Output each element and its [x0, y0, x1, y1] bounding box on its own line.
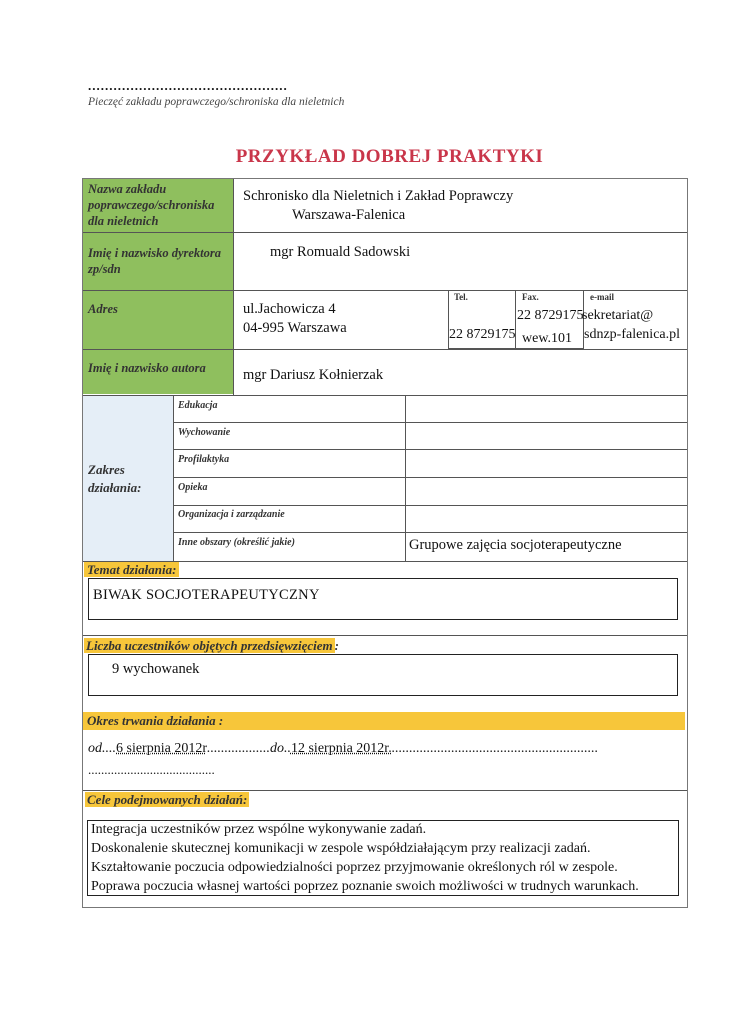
rule: [173, 422, 687, 423]
rule: [83, 232, 687, 233]
goals-item: Kształtowanie poczucia odpowiedzialności poprzez przyjmowanie określonych ról w zespole.: [91, 860, 618, 875]
topic-value: BIWAK SOCJOTERAPEUTYCZNY: [93, 587, 320, 603]
goals-item: Poprawa poczucia własnej wartości poprzez poznanie swoich możliwości w trudnych warunkach.: [91, 879, 639, 894]
rule: [173, 477, 687, 478]
director-label: Imię i nazwisko dyrektora zp/sdn: [88, 246, 221, 276]
facility-name-line2: Warszawa-Falenica: [292, 207, 406, 223]
scope-label-line1: Zakres: [88, 462, 125, 477]
scope-item-other: Inne obszary (określić jakie): [178, 537, 295, 548]
address-street: ul.Jachowicza 4: [243, 301, 336, 317]
scope-item-upbringing: Wychowanie: [178, 427, 231, 438]
scope-item-management: Organizacja i zarządzanie: [178, 509, 285, 520]
email-value-line1: sekretariat@: [582, 308, 654, 323]
address-city: 04-995 Warszawa: [243, 320, 347, 336]
rule: [173, 532, 687, 533]
participants-value: 9 wychowanek: [112, 661, 200, 677]
author-name: mgr Dariusz Kołnierzak: [243, 367, 384, 383]
participants-colon: :: [334, 638, 339, 653]
goals-item: Doskonalenie skutecznej komunikacji w zespole współdziałającym przy realizacji zadań.: [91, 841, 591, 856]
facility-label: Nazwa zakładu poprawczego/schroniska dla nieletnich: [88, 182, 215, 228]
scope-item-prevention: Profilaktyka: [178, 454, 230, 465]
participants-label: Liczba uczestników objętych przedsięwzięciem: [86, 638, 333, 653]
address-label: Adres: [88, 302, 118, 316]
tel-value: 22 8729175: [449, 327, 516, 342]
scope-label-cell: [83, 396, 173, 561]
stamp-caption: Pieczęć zakładu poprawczego/schroniska dla nieletnich: [88, 96, 345, 108]
address-label-cell: [83, 291, 233, 349]
rule: [173, 396, 174, 561]
scope-other-value: Grupowe zajęcia socjoterapeutyczne: [409, 537, 622, 553]
page-title: PRZYKŁAD DOBREJ PRAKTYKI: [235, 146, 544, 167]
tel-label: Tel.: [454, 292, 468, 302]
rule: [173, 449, 687, 450]
rule: [83, 790, 687, 791]
participants-label-row: [84, 638, 339, 654]
facility-label-cell: [83, 179, 233, 232]
duration-do: do: [269, 741, 284, 756]
director-name: mgr Romuald Sadowski: [270, 244, 411, 260]
duration-to: 12 sierpnia 2012r.: [290, 741, 392, 756]
rule: [83, 349, 687, 350]
fax-value: 22 8729175: [517, 308, 584, 323]
stamp-dots: ...............................................: [88, 78, 288, 93]
rule: [405, 396, 406, 561]
duration-dots: ....: [102, 741, 116, 756]
rule: [83, 635, 687, 636]
rule: [233, 179, 234, 395]
director-label-cell: [83, 233, 233, 290]
duration-label: Okres trwania działania :: [83, 712, 685, 730]
scope-label-line2: działania:: [88, 480, 142, 495]
duration-line: [88, 741, 598, 757]
duration-dots: ...........................................................: [391, 741, 599, 756]
fax-label: Fax.: [522, 292, 539, 302]
email-label: e-mail: [590, 292, 614, 302]
rule: [173, 505, 687, 506]
duration-dots: ..................: [206, 741, 270, 756]
topic-label: Temat działania:: [84, 562, 179, 577]
fax-extension: wew.101: [522, 331, 573, 346]
duration-dots-line2: .......................................: [88, 762, 215, 777]
duration-dots: ..: [283, 741, 291, 756]
goals-label: Cele podejmowanych działań:: [87, 792, 248, 807]
facility-name-line1: Schronisko dla Nieletnich i Zakład Poprawczy: [243, 188, 514, 204]
author-label: Imię i nazwisko autora: [88, 361, 206, 375]
scope-item-care: Opieka: [178, 482, 208, 493]
scope-item-education: Edukacja: [178, 400, 218, 411]
rule: [83, 290, 687, 291]
goals-list: [91, 820, 639, 896]
duration-from: 6 sierpnia 2012r: [116, 741, 207, 756]
duration-od: od: [88, 741, 102, 756]
author-label-cell: [83, 350, 233, 394]
email-value-line2: sdnzp-falenica.pl: [584, 327, 681, 342]
goals-item: Integracja uczestników przez wspólne wykonywanie zadań.: [91, 822, 427, 837]
